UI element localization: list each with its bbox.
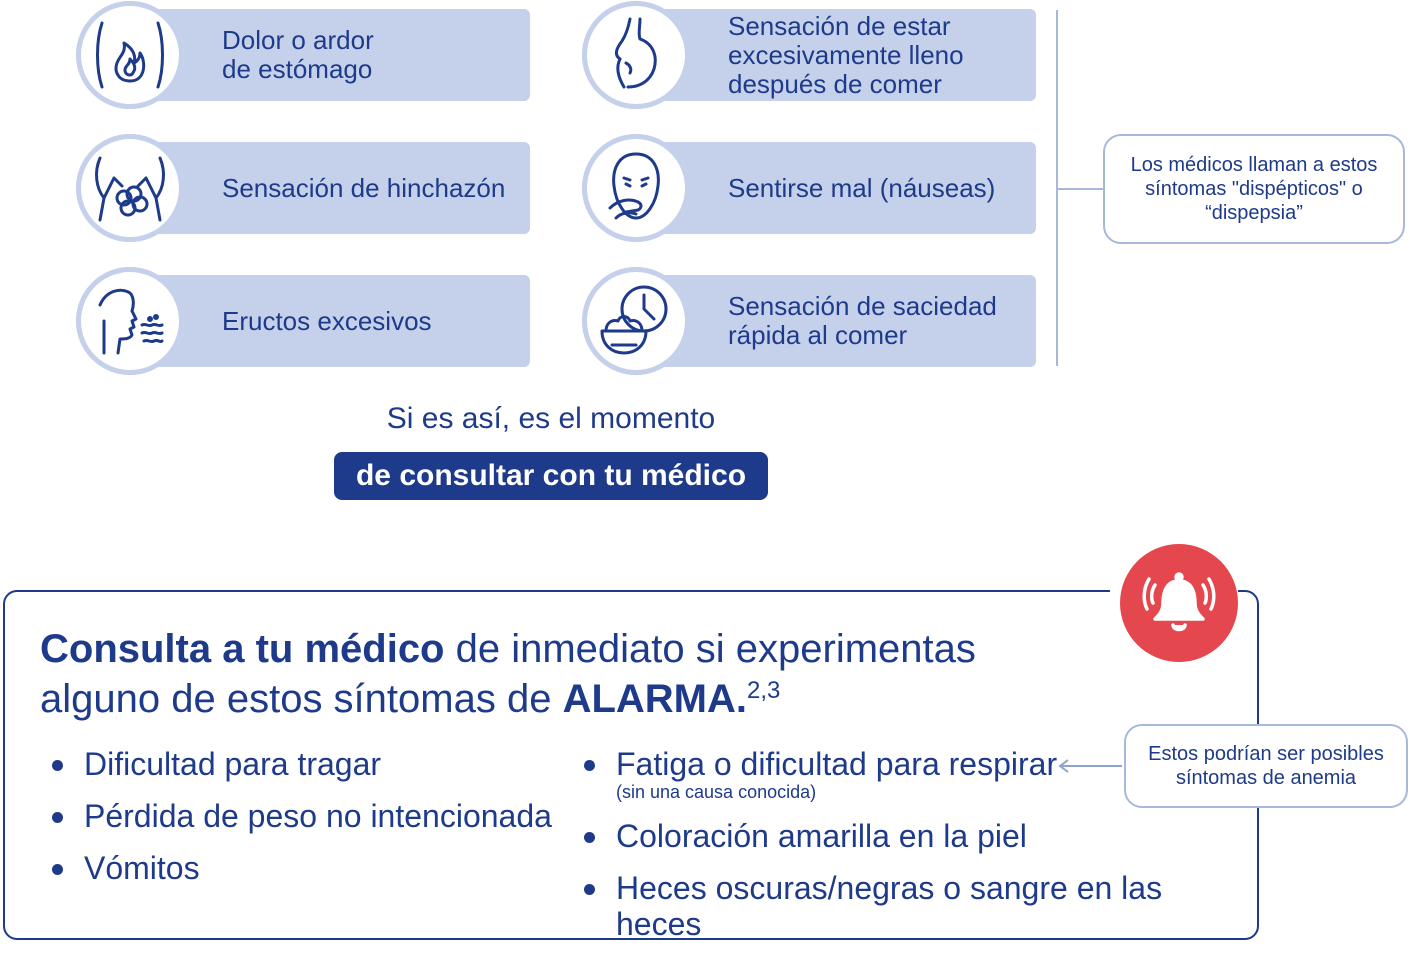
- alarm-item-text: Fatiga o dificultad para respirar: [616, 746, 1058, 782]
- alarm-item: [576, 870, 1256, 942]
- alarm-item-text: Heces oscuras/negras o sangre en las heces: [616, 870, 1163, 942]
- alarm-title-normal: de inmediato si experimentas alguno de estos síntomas de: [40, 627, 976, 721]
- arrow-left-icon: [1056, 758, 1124, 774]
- full-belly-icon: [582, 1, 690, 109]
- alarm-item: [576, 818, 1256, 854]
- anemia-note: Estos podrían ser posibles síntomas de anemia: [1124, 724, 1408, 808]
- symptom-card-nausea: [582, 142, 1036, 234]
- alarm-item: Pérdida de peso no intencionada: [44, 798, 564, 834]
- symptom-label: Eructos excesivos: [222, 305, 432, 336]
- alarm-list-left: [44, 746, 564, 902]
- alarm-title: [40, 624, 1040, 724]
- cta-text: Si es así, es el momento: [386, 402, 716, 435]
- symptom-label: Dolor o ardor de estómago: [222, 25, 374, 84]
- bloating-icon: [76, 134, 184, 242]
- dyspepsia-note: Los médicos llaman a estos síntomas "dispépticos" o “dispepsia”: [1103, 134, 1405, 244]
- clock-bowl-icon: [582, 267, 690, 375]
- alarm-title-bold: Consulta a tu médico: [40, 627, 445, 671]
- symptom-label: Sentirse mal (náuseas): [728, 172, 996, 203]
- bracket-connector: [1058, 188, 1104, 190]
- symptom-label: Sensación de saciedad rápida al comer: [728, 291, 997, 350]
- symptom-card-burping: [76, 275, 530, 367]
- bell-alarm-icon: [1120, 544, 1238, 662]
- alarm-item: Vómitos: [44, 850, 564, 886]
- consult-doctor-button: de consultar con tu médico: [334, 452, 768, 500]
- symptom-label: Sensación de estar excesivamente lleno después de comer: [728, 10, 964, 99]
- symptom-card-early-satiety: [582, 275, 1036, 367]
- alarm-item: Dificultad para tragar: [44, 746, 564, 782]
- nausea-face-icon: [582, 134, 690, 242]
- alarm-item-subtext: (sin una causa conocida): [616, 782, 817, 802]
- symptom-card-bloating: [76, 142, 530, 234]
- burping-icon: [76, 267, 184, 375]
- alarm-title-reference: 2,3: [746, 677, 781, 704]
- symptom-card-fullness: [582, 9, 1036, 101]
- symptom-label: Sensación de hinchazón: [222, 172, 506, 203]
- alarm-title-alarm: ALARMA.: [562, 677, 747, 721]
- alarm-item-text: Coloración amarilla en la piel: [616, 818, 1027, 854]
- symptom-card-stomach-pain: [76, 9, 530, 101]
- stomach-fire-icon: [76, 1, 184, 109]
